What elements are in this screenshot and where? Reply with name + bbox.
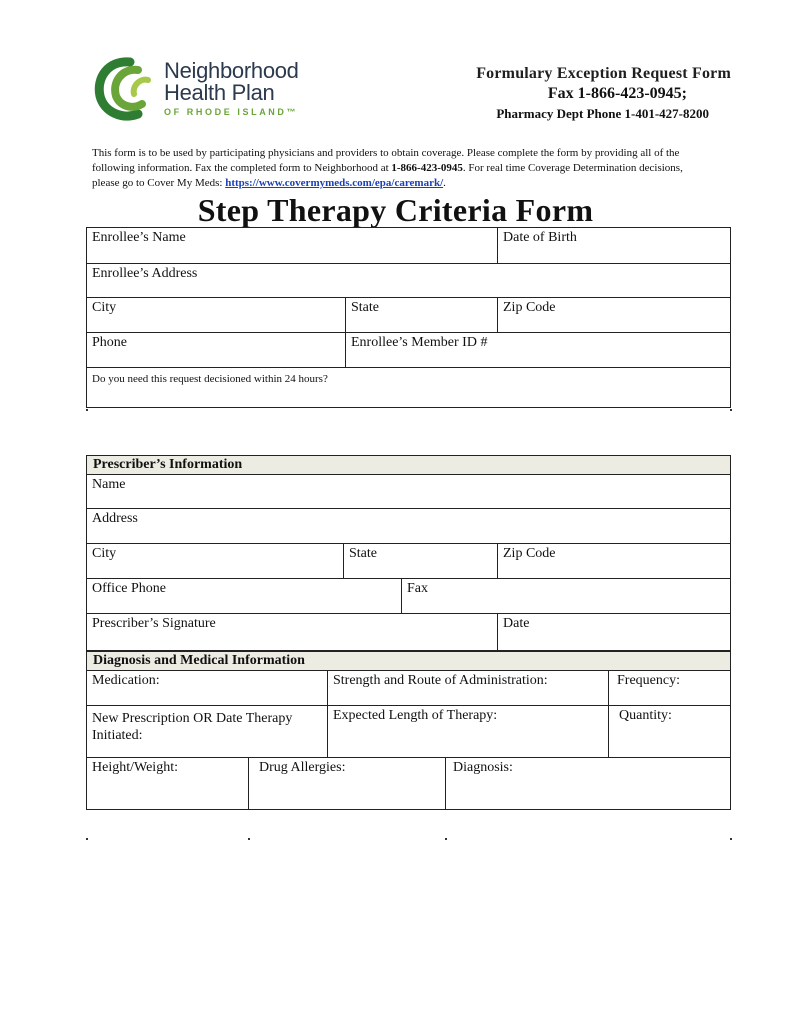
scan-dot	[730, 838, 732, 840]
quantity-field[interactable]	[608, 705, 731, 758]
expected-length-field[interactable]	[327, 705, 609, 758]
prescriber-zip-field[interactable]	[497, 543, 731, 579]
logo-line-2: Health Plan	[164, 80, 275, 105]
new-prescription-label: New Prescription OR Date Therapy Initiated:	[92, 711, 293, 743]
intro-text-1: This form is to be used by participating physicians and providers to obtain coverage. Please complete the form by providing all of the following information. Fax the completed form to Neighborhood at	[92, 147, 680, 174]
enrollee-phone-field[interactable]	[86, 332, 346, 368]
enrollee-state-field[interactable]	[345, 297, 498, 333]
prescriber-name-field[interactable]	[86, 474, 731, 509]
enrollee-member-id-field[interactable]	[345, 332, 731, 368]
logo-line-1: Neighborhood	[164, 58, 299, 83]
scan-dot	[86, 409, 88, 411]
prescriber-city-label: City	[92, 546, 117, 561]
scan-dot	[86, 838, 88, 840]
logo-line-3: OF RHODE ISLAND™	[164, 107, 299, 117]
height-weight-label: Height/Weight:	[92, 760, 178, 775]
office-phone-label: Office Phone	[92, 581, 166, 596]
urgent-request-label: Do you need this request decisioned within 24 hours?	[92, 373, 328, 385]
prescriber-name-label: Name	[92, 477, 126, 492]
medication-label: Medication:	[92, 673, 160, 688]
swirl-logo-icon	[94, 56, 162, 122]
prescriber-zip-label: Zip Code	[503, 546, 556, 561]
medication-field[interactable]	[86, 670, 328, 706]
prescriber-address-field[interactable]	[86, 508, 731, 544]
intro-text-2: . For real time Coverage Determination decisions, please go to Cover My Meds:	[92, 162, 683, 189]
scan-dot	[730, 409, 732, 411]
prescriber-state-field[interactable]	[343, 543, 498, 579]
enrollee-dob-label: Date of Birth	[503, 230, 577, 245]
intro-fax: 1-866-423-0945	[391, 162, 463, 174]
prescriber-signature-label: Prescriber’s Signature	[92, 616, 216, 631]
prescriber-state-label: State	[349, 546, 377, 561]
scan-dot	[248, 838, 250, 840]
fax-number: Fax 1-866-423-0945;	[547, 85, 687, 102]
enrollee-zip-label: Zip Code	[503, 300, 556, 315]
drug-allergies-field[interactable]	[248, 757, 446, 810]
form-name: Formulary Exception Request Form	[476, 65, 731, 82]
drug-allergies-label: Drug Allergies:	[259, 760, 346, 775]
height-weight-field[interactable]	[86, 757, 249, 810]
enrollee-name-label: Enrollee’s Name	[92, 230, 186, 245]
prescriber-heading-label: Prescriber’s Information	[93, 457, 243, 472]
prescriber-heading	[86, 455, 731, 475]
diagnosis-label: Diagnosis:	[453, 760, 513, 775]
diagnosis-field[interactable]	[445, 757, 731, 810]
page-title: Step Therapy Criteria Form	[197, 192, 594, 228]
prescriber-address-label: Address	[92, 511, 138, 526]
enrollee-address-field[interactable]	[86, 263, 731, 298]
enrollee-city-label: City	[92, 300, 117, 315]
enrollee-state-label: State	[351, 300, 379, 315]
signature-date-label: Date	[503, 616, 530, 631]
strength-route-field[interactable]	[327, 670, 609, 706]
pharmacy-phone: Pharmacy Dept Phone 1-401-427-8200	[496, 106, 709, 121]
scan-dot	[445, 838, 447, 840]
signature-date-field[interactable]	[497, 613, 731, 651]
prescriber-fax-field[interactable]	[401, 578, 731, 614]
intro-paragraph	[92, 146, 702, 191]
office-phone-field[interactable]	[86, 578, 402, 614]
urgent-request-field[interactable]	[86, 367, 731, 408]
enrollee-city-field[interactable]	[86, 297, 346, 333]
enrollee-address-label: Enrollee’s Address	[92, 266, 198, 281]
frequency-field[interactable]	[608, 670, 731, 706]
diagnosis-heading-label: Diagnosis and Medical Information	[93, 653, 305, 668]
enrollee-zip-field[interactable]	[497, 297, 731, 333]
covermymeds-link[interactable]: https://www.covermymeds.com/epa/caremark/	[225, 177, 444, 189]
intro-text-3: .	[443, 177, 446, 189]
new-prescription-field[interactable]	[86, 705, 328, 758]
diagnosis-heading	[86, 651, 731, 671]
frequency-label: Frequency:	[617, 673, 680, 688]
quantity-label: Quantity:	[619, 708, 672, 723]
enrollee-name-field[interactable]	[86, 227, 498, 264]
prescriber-fax-label: Fax	[407, 581, 428, 596]
form-header	[476, 64, 731, 124]
enrollee-phone-label: Phone	[92, 335, 127, 350]
strength-route-label: Strength and Route of Administration:	[333, 673, 548, 688]
enrollee-member-id-label: Enrollee’s Member ID #	[351, 335, 488, 350]
prescriber-city-field[interactable]	[86, 543, 344, 579]
enrollee-dob-field[interactable]	[497, 227, 731, 264]
expected-length-label: Expected Length of Therapy:	[333, 708, 498, 723]
plan-logo	[94, 56, 334, 126]
prescriber-signature-field[interactable]	[86, 613, 498, 651]
